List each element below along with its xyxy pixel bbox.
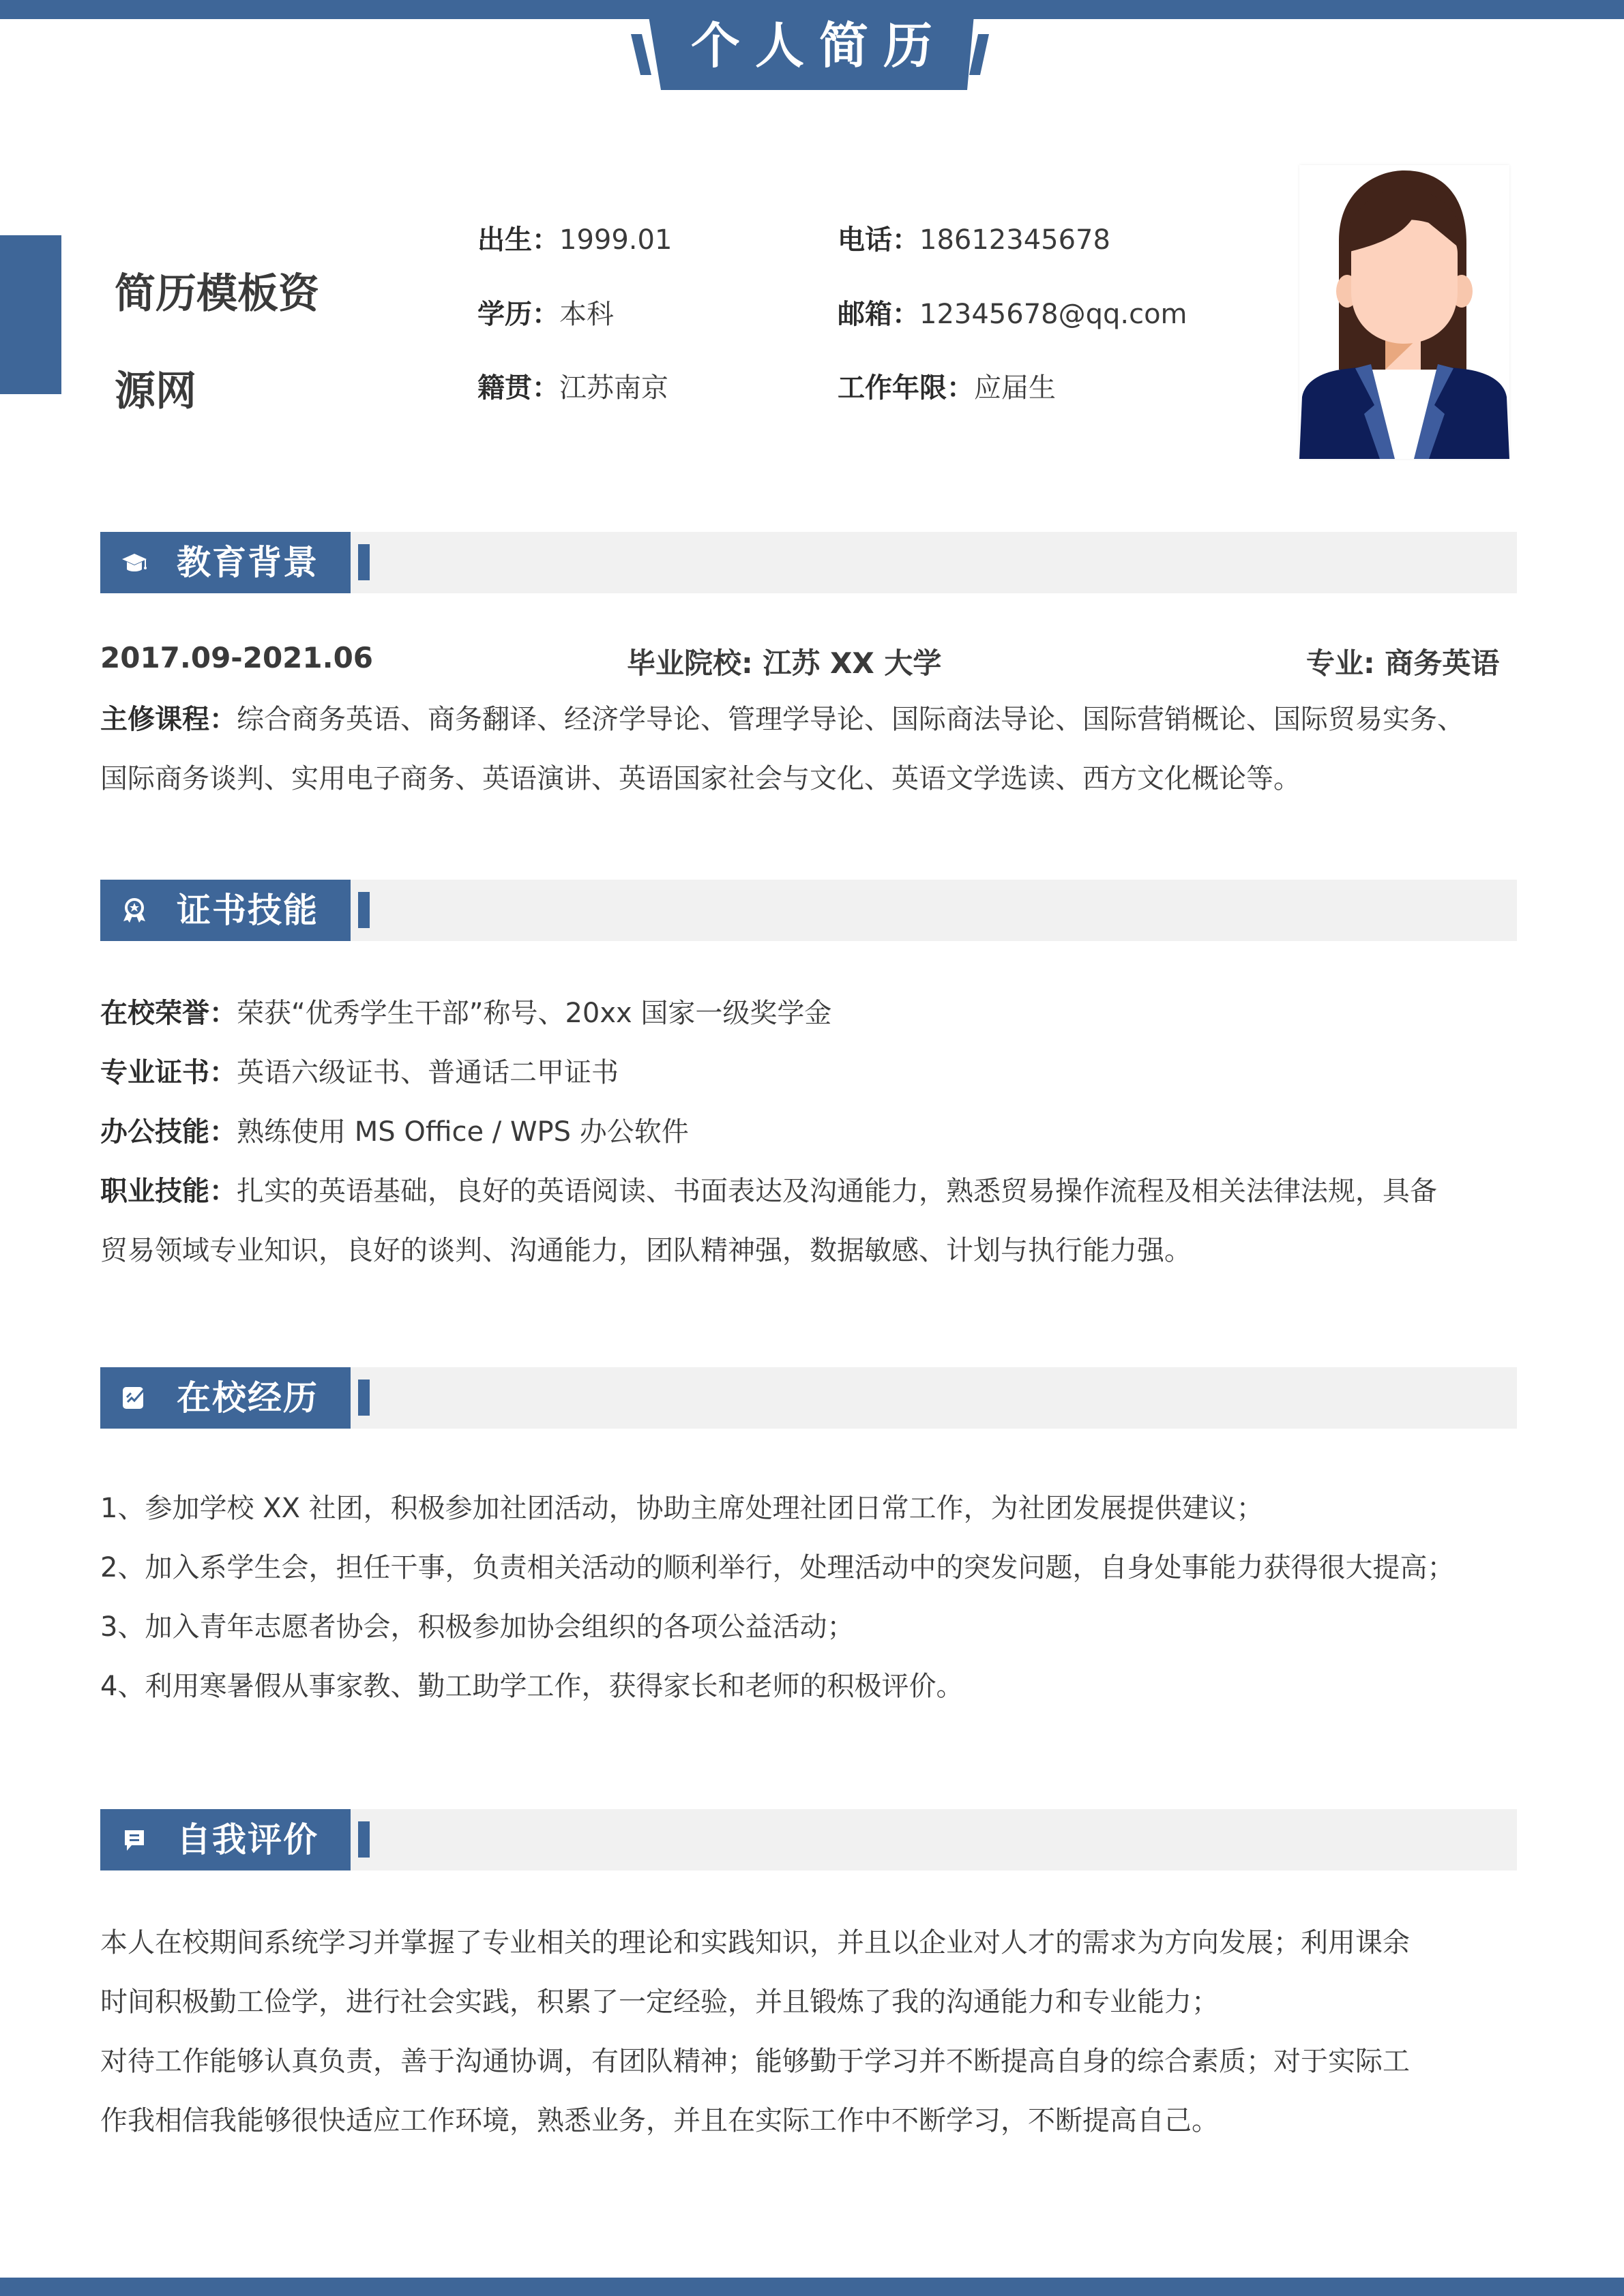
courses-line-1: 综合商务英语、商务翻译、经济学导论、管理学导论、国际商法导论、国际营销概论、国际贸易实务、 [237, 704, 1464, 735]
cert-value: 荣获“优秀学生干部”称号、20xx 国家一级奖学金 [237, 998, 832, 1029]
section-header-education [100, 532, 1517, 593]
experience-item: 3、加入青年志愿者协会，积极参加协会组织的各项公益活动； [100, 1611, 855, 1643]
section-header-school-experience [100, 1367, 1517, 1429]
evaluation-line: 时间积极勤工俭学，进行社会实践，积累了一定经验，并且锻炼了我的沟通能力和专业能力； [100, 1986, 1219, 2018]
section-mark [358, 892, 370, 928]
cert-value: 英语六级证书、普通话二甲证书 [237, 1057, 619, 1088]
cert-item-office [100, 1103, 1526, 1162]
info-value: 12345678@qq.com [919, 299, 1187, 330]
self-evaluation-text [100, 1913, 1526, 2151]
certificates-list [100, 984, 1526, 1281]
cert-item-career-continued: 贸易领域专业知识，良好的谈判、沟通能力，团队精神强，数据敏感、计划与执行能力强。 [100, 1235, 1192, 1266]
info-label: 学历： [477, 299, 559, 330]
section-tag [100, 1809, 351, 1870]
page-title: 个人简历 [690, 17, 947, 74]
evaluation-line: 作我相信我能够很快适应工作环境，熟悉业务，并且在实际工作中不断学习，不断提高自己。 [100, 2105, 1219, 2136]
info-hometown [477, 371, 668, 405]
graduation-cap-icon [121, 549, 148, 576]
left-accent-block [0, 235, 61, 394]
evaluation-line: 本人在校期间系统学习并掌握了专业相关的理论和实践知识，并且以企业对人才的需求为方向发展；利用课余 [100, 1927, 1410, 1958]
education-period: 2017.09-2021.06 [100, 641, 374, 674]
info-label: 工作年限： [838, 372, 974, 404]
name-line-2: 源网 [115, 368, 196, 415]
education-summary-row [100, 641, 1500, 680]
info-work-years [838, 371, 1056, 405]
cert-label: 专业证书： [100, 1057, 237, 1088]
section-title: 证书技能 [177, 891, 319, 930]
comment-bubble-icon [121, 1826, 148, 1853]
name-line-1: 简历模板资 [115, 270, 319, 318]
section-tag [100, 532, 351, 593]
cert-item-honors [100, 984, 1526, 1043]
section-title: 教育背景 [177, 543, 319, 582]
section-header-certificates [100, 880, 1517, 941]
experience-item: 4、利用寒暑假从事家教、勤工助学工作，获得家长和老师的积极评价。 [100, 1671, 964, 1702]
info-label: 电话： [838, 224, 919, 256]
title-banner [0, 0, 1624, 92]
cert-label: 办公技能： [100, 1116, 237, 1148]
courses-label: 主修课程： [100, 704, 237, 735]
info-education [477, 297, 614, 331]
section-header-self-evaluation [100, 1809, 1517, 1870]
education-courses [100, 690, 1526, 809]
info-value: 江苏南京 [559, 372, 668, 404]
section-mark [358, 544, 370, 580]
info-value: 18612345678 [919, 224, 1110, 256]
info-label: 出生： [477, 224, 559, 256]
section-tag [100, 880, 351, 941]
profile-photo [1299, 165, 1509, 459]
bottom-accent-bar [0, 2278, 1624, 2296]
info-email [838, 297, 1187, 331]
experience-item: 1、参加学校 XX 社团，积极参加社团活动，协助主席处理社团日常工作，为社团发展提供建议； [100, 1493, 1264, 1524]
education-major: 专业: 商务英语 [1306, 646, 1500, 680]
experience-item: 2、加入系学生会，担任干事，负责相关活动的顺利举行，处理活动中的突发问题，自身处事能力获得很大提高； [100, 1552, 1455, 1583]
cert-item-professional [100, 1043, 1526, 1103]
cert-label: 职业技能： [100, 1176, 237, 1207]
edit-note-icon [121, 1384, 148, 1412]
section-mark [358, 1821, 370, 1858]
info-value: 应届生 [974, 372, 1056, 404]
award-ribbon-icon [121, 897, 148, 924]
info-value: 本科 [559, 299, 614, 330]
section-title: 自我评价 [177, 1820, 319, 1860]
info-birth [477, 223, 672, 257]
female-avatar-icon [1299, 165, 1509, 459]
school-experience-list [100, 1479, 1526, 1716]
evaluation-line: 对待工作能够认真负责，善于沟通协调，有团队精神；能够勤于学习并不断提高自身的综合素质；对于实际工 [100, 2046, 1410, 2077]
info-label: 籍贯： [477, 372, 559, 404]
cert-value: 熟练使用 MS Office / WPS 办公软件 [237, 1116, 689, 1148]
cert-label: 在校荣誉： [100, 998, 237, 1029]
courses-line-2: 国际商务谈判、实用电子商务、英语演讲、英语国家社会与文化、英语文学选读、西方文化概论等。 [100, 763, 1301, 794]
cert-value: 扎实的英语基础，良好的英语阅读、书面表达及沟通能力，熟悉贸易操作流程及相关法律法规，具备 [237, 1176, 1437, 1207]
candidate-name [115, 245, 360, 441]
section-title: 在校经历 [177, 1378, 319, 1418]
section-tag [100, 1367, 351, 1429]
cert-item-career [100, 1162, 1526, 1221]
info-label: 邮箱： [838, 299, 919, 330]
info-value: 1999.01 [559, 224, 673, 256]
info-phone [838, 223, 1110, 257]
section-mark [358, 1380, 370, 1416]
education-school: 毕业院校: 江苏 XX 大学 [627, 646, 942, 680]
